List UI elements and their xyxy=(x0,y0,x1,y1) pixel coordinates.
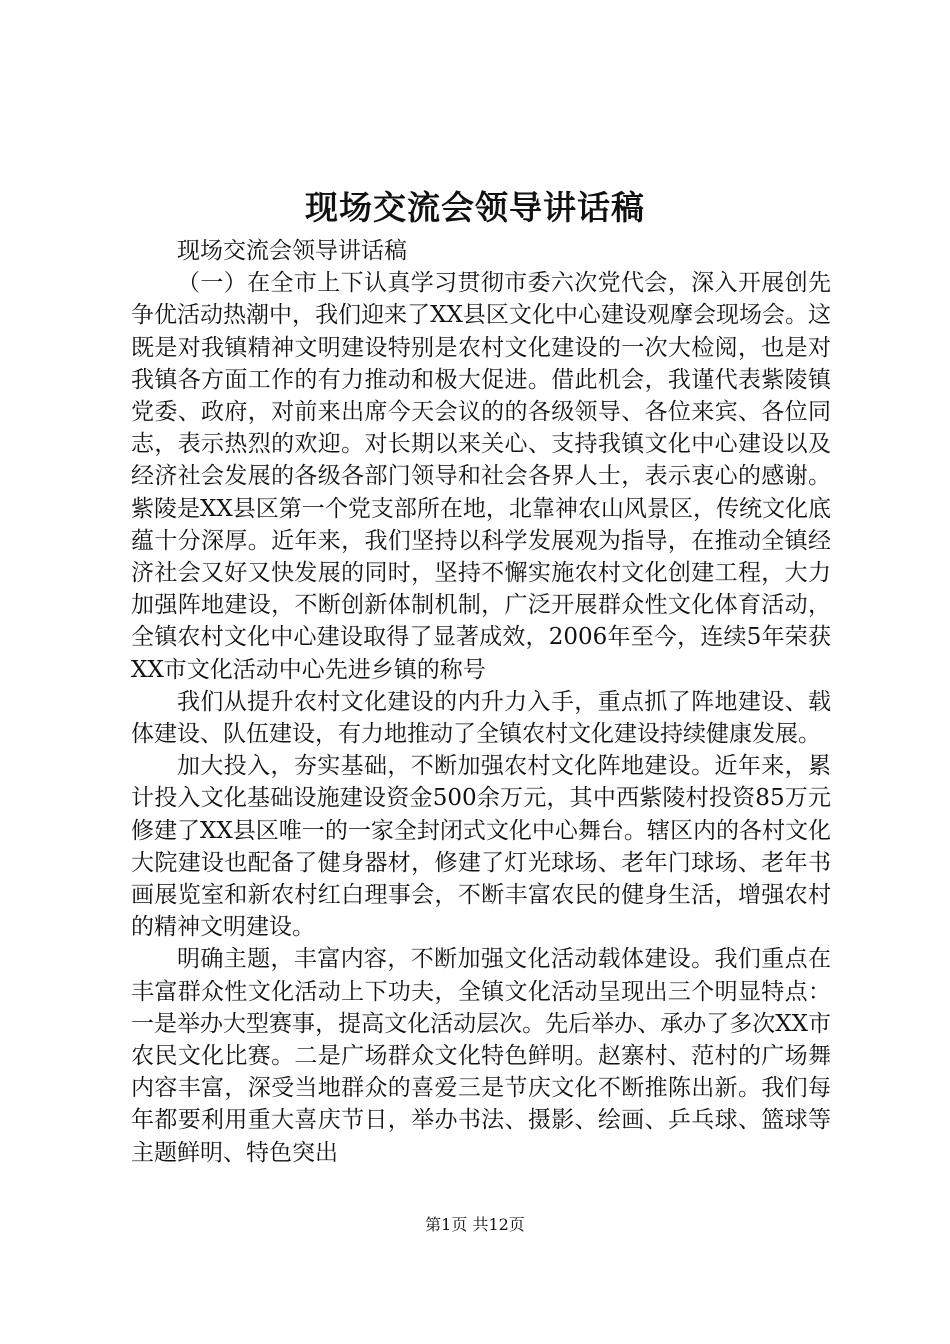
paragraph-1: （一）在全市上下认真学习贯彻市委六次党代会，深入开展创先争优活动热潮中，我们迎来了XX县区文化中心建设观摩会现场会。这既是对我镇精神文明建设特别是农村文化建设的一次大检阅，也是对我镇各方面工作的有力推动和极大促进。借此机会，我谨代表紫陵镇党委、政府，对前来出席今天会议的的各级领导、各位来宾、各位同志，表示热烈的欢迎。对长期以来关心、支持我镇文化中心建设以及经济社会发展的各级各部门领导和社会各界人士，表示衷心的感谢。紫陵是XX县区第一个党支部所在地，北靠神农山风景区，传统文化底蕴十分深厚。近年来，我们坚持以科学发展观为指导，在推动全镇经济社会又好又快发展的同时，坚持不懈实施农村文化创建工程，大力加强阵地建设，不断创新体制机制，广泛开展群众性文化体育活动，全镇农村文化中心建设取得了显著成效，2006年至今，连续5年荣获XX市文化活动中心先进乡镇的称号 xyxy=(131,270,831,683)
paragraph-2: 我们从提升农村文化建设的内升力入手，重点抓了阵地建设、载体建设、队伍建设，有力地推动了全镇农村文化建设持续健康发展。 xyxy=(131,688,831,748)
paragraph-4: 明确主题，丰富内容，不断加强文化活动载体建设。我们重点在丰富群众性文化活动上下功夫，全镇文化活动呈现出三个明显特点：一是举办大型赛事，提高文化活动层次。先后举办、承办了多次XX市农民文化比赛。二是广场群众文化特色鲜明。赵寨村、范村的广场舞内容丰富，深受当地群众的喜爱三是节庆文化不断推陈出新。我们每年都要利用重大喜庆节日，举办书法、摄影、绘画、乒乓球、篮球等主题鲜明、特色突出 xyxy=(131,946,831,1166)
document-title: 现场交流会领导讲话稿 xyxy=(305,188,645,227)
page-number-footer: 第1页 共12页 xyxy=(425,1215,525,1234)
document-body xyxy=(131,235,831,1169)
paragraph-3: 加大投入，夯实基础，不断加强农村文化阵地建设。近年来，累计投入文化基础设施建设资金500余万元，其中西紫陵村投资85万元修建了XX县区唯一的一家全封闭式文化中心舞台。辖区内的各村文化大院建设也配备了健身器材，修建了灯光球场、老年门球场、老年书画展览室和新农村红白理事会，不断丰富农民的健身生活，增强农村的精神文明建设。 xyxy=(131,753,831,941)
paragraph-subtitle: 现场交流会领导讲话稿 xyxy=(177,238,407,264)
